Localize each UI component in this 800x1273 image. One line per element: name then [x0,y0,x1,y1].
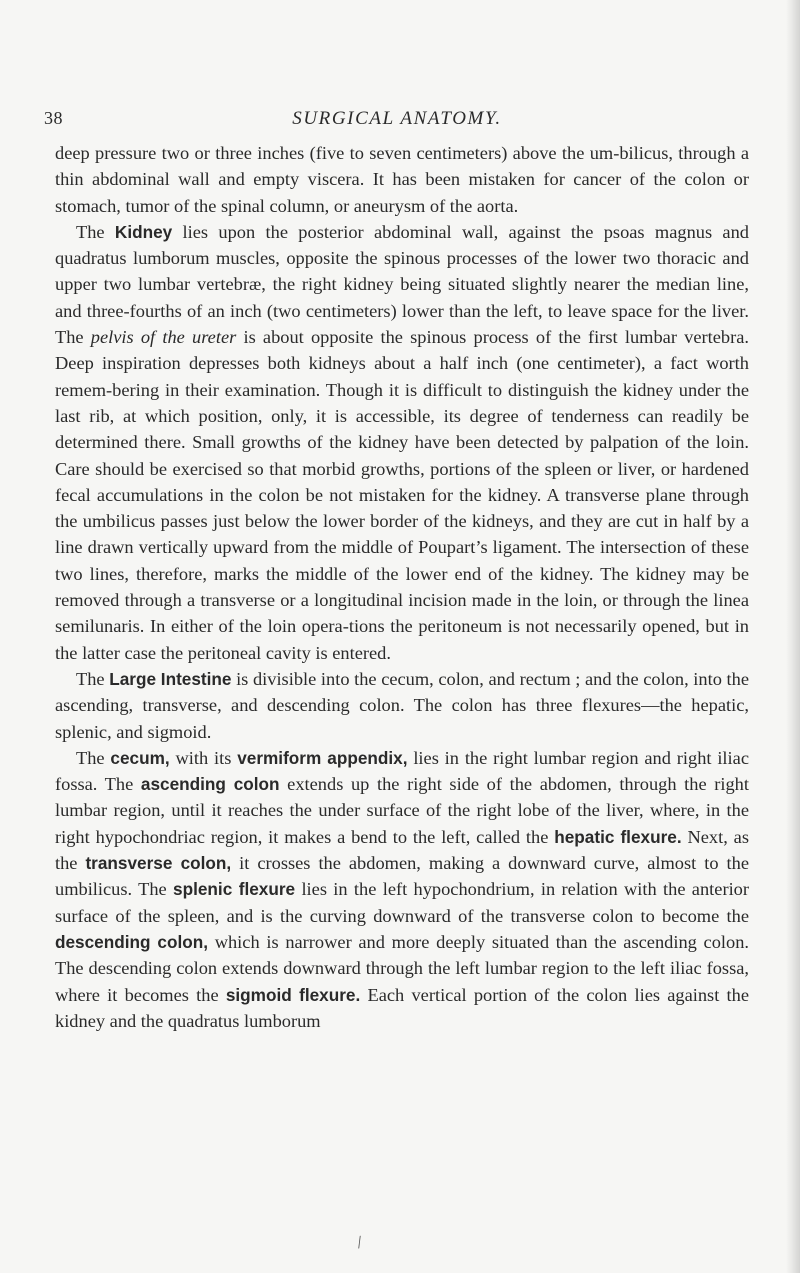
page-header [44,108,750,134]
bold-term: descending colon, [55,931,208,952]
bold-term: hepatic flexure. [554,826,682,847]
bold-term: ascending colon [140,774,280,795]
text-run: The [76,747,111,768]
bold-term: vermiform appendix, [237,747,408,768]
text-run: lies in the right lumbar region and right iliac fossa. The [55,747,749,795]
text-run: is about opposite the spinous process of the first lumbar vertebra. Deep inspiration depresses both kidneys about a half inch (one centimeter), a fact worth remem-bering in their examination. Though it is difficult to distinguish the kidney under the last rib, at which position, only, it is accessible, its degree of tenderness can readily be determined there. Small growths of the kidney have been detected by palpation of the loin. Care should be exercised so that morbid growths, portions of the spleen or liver, or hardened fecal accumulations in the colon be not mistaken for the kidney. A transverse plane through the umbilicus passes just below the lower border of the kidneys, and they are cut in half by a line drawn vertically upward from the middle of Poupart’s ligament. The intersection of these two lines, therefore, marks the middle of the lower end of the kidney. The kidney may be removed through a transverse or a longitudinal incision made in the loin, or through the linea semilunaris. In either of the loin opera-tions the peritoneum is not necessarily opened, but in the latter case the peritoneal cavity is entered. [55,327,749,663]
text-run: it crosses the abdomen, making a downward curve, almost to the umbilicus. The [55,853,749,900]
page-number: 38 [44,108,63,128]
text-run: The [76,221,115,242]
paragraph-kidney [55,219,749,666]
text-run: deep pressure two or three inches (five to seven centimeters) above the um-bilicus, through a thin abdominal wall and empty viscera. It has been mistaken for cancer of the colon or stomach, tumor of the spinal column, or aneurysm of the aorta. [55,143,749,216]
paragraph-cecum [55,745,749,1034]
bold-term: Large Intestine [109,668,232,689]
paragraph-large-intestine [55,666,749,745]
text-run: lies upon the posterior abdominal wall, against the psoas magnus and quadratus lumborum muscles, opposite the spinous processes of the lower two thoracic and upper two lumbar vertebræ, the right kidney being situated slightly nearer the median line, and three-fourths of an inch (two centimeters) lower than the left, to leave space for the liver. The [55,221,749,348]
bold-term: splenic flexure [173,879,296,900]
stray-pencil-mark: / [354,1231,364,1253]
paragraph-continuation [55,140,749,219]
running-head: SURGICAL ANATOMY. [292,108,502,129]
text-run: which is narrower and more deeply situated than the ascending colon. The descending colon extends downward through the left lumbar region to the left iliac fossa, where it becomes the [55,931,749,1005]
bold-term: cecum, [110,747,170,768]
bold-term: sigmoid flexure. [225,984,361,1005]
bold-term: transverse colon, [85,853,232,874]
text-run: is divisible into the cecum, colon, and rectum ; and the colon, into the ascending, transverse, and descending colon. The colon has three flexures—the hepatic, splenic, and sigmoid. [55,668,749,742]
italic-term: pelvis of the ureter [90,327,237,348]
text-run: Next, as the [55,826,749,874]
body-text [55,140,749,1034]
bold-term: Kidney [114,221,173,242]
text-run: lies in the left hypochondrium, in relation with the anterior surface of the spleen, and is the curving downward of the transverse colon to become the [55,879,749,926]
text-run: with its [169,747,238,768]
text-run: Each vertical portion of the colon lies against the kidney and the quadratus lumborum [55,984,750,1031]
text-run: The [76,668,110,689]
page-edge-shadow [786,0,800,1273]
text-run: extends up the right side of the abdomen, through the right lumbar region, until it reaches the under surface of the right lobe of the liver, where, in the right hypochondriac region, it makes a bend to the left, called the [55,774,749,847]
